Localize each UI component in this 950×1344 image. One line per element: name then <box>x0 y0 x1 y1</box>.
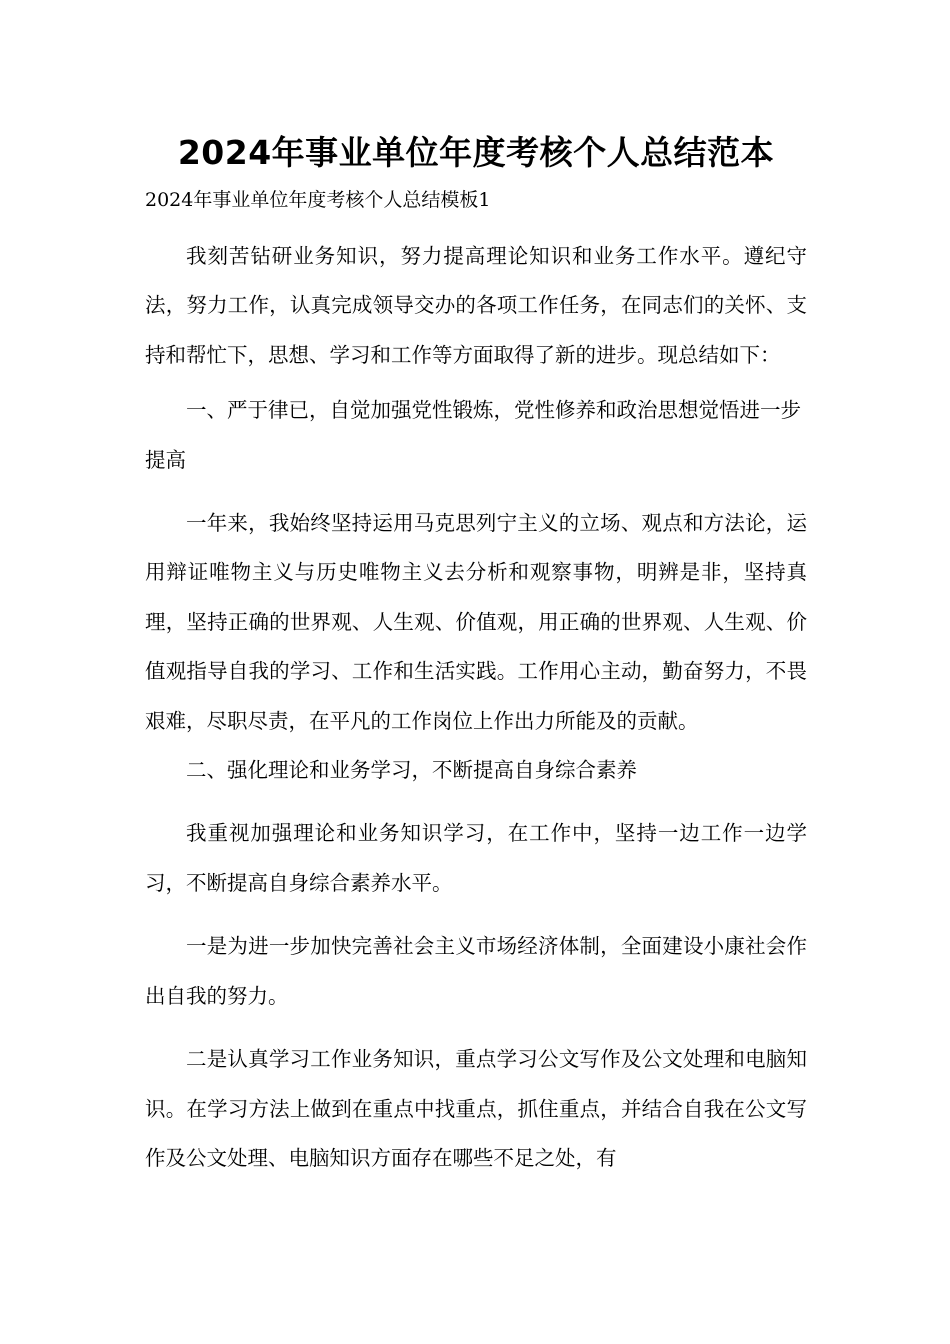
section-heading-2: 二、强化理论和业务学习，不断提高自身综合素养 <box>186 758 637 783</box>
section-2-point-2: 二是认真学习工作业务知识，重点学习公文写作及公文处理和电脑知识。在学习方法上做到在重点中找重点，抓住重点，并结合自我在公文写作及公文处理、电脑知识方面存在哪些不足之处，有 <box>145 1047 807 1170</box>
intro-paragraph: 我刻苦钻研业务知识，努力提高理论知识和业务工作水平。遵纪守法，努力工作，认真完成领导交办的各项工作任务，在同志们的关怀、支持和帮忙下，思想、学习和工作等方面取得了新的进步。现总结如下： <box>145 244 807 367</box>
section-heading-1: 一、严于律已，自觉加强党性锻炼，党性修养和政治思想觉悟进一步提高 <box>145 398 801 472</box>
section-2-paragraph: 我重视加强理论和业务知识学习，在工作中，坚持一边工作一边学习，不断提高自身综合素养水平。 <box>145 821 807 895</box>
document-subtitle: 2024年事业单位年度考核个人总结模板1 <box>145 189 491 211</box>
section-2-point-1: 一是为进一步加快完善社会主义市场经济体制，全面建设小康社会作出自我的努力。 <box>145 934 807 1008</box>
document-title: 2024年事业单位年度考核个人总结范本 <box>177 133 775 172</box>
section-1-paragraph: 一年来，我始终坚持运用马克思列宁主义的立场、观点和方法论，运用辩证唯物主义与历史唯物主义去分析和观察事物，明辨是非，坚持真理，坚持正确的世界观、人生观、价值观，用正确的世界观、人生观、价值观指导自我的学习、工作和生活实践。工作用心主动，勤奋努力，不畏艰难，尽职尽责，在平凡的工作岗位上作出力所能及的贡献。 <box>145 511 807 733</box>
document-page <box>145 128 807 1183</box>
